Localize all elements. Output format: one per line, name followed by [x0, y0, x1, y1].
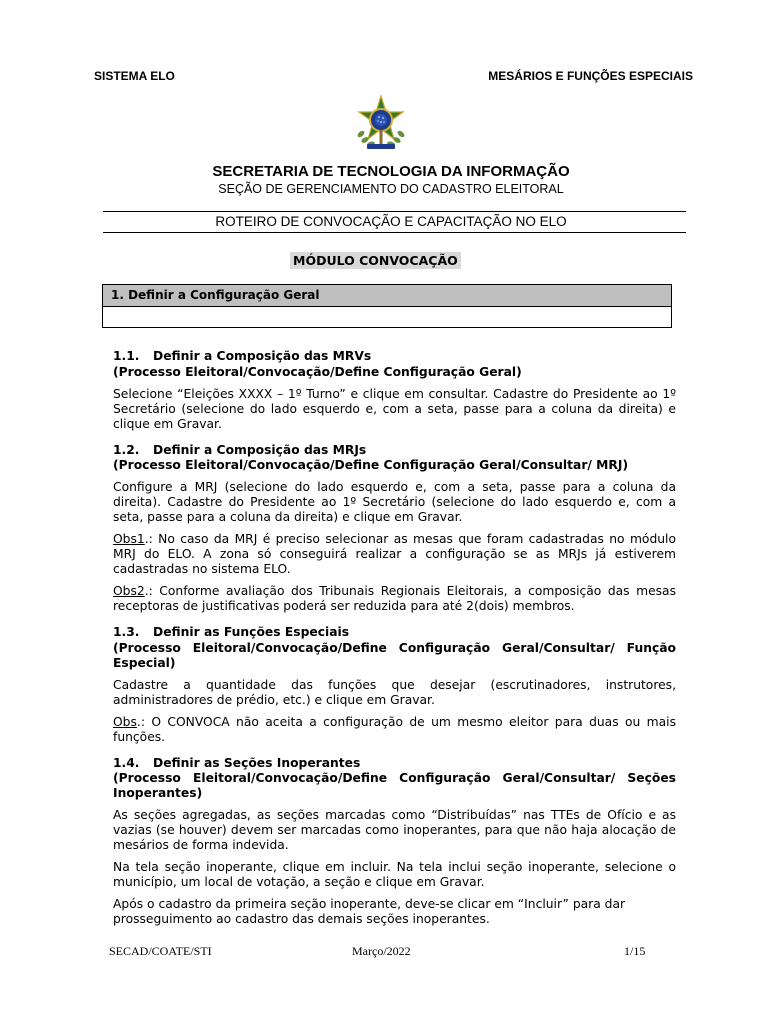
menu-path: (Processo Eleitoral/Convocação/Define Configuração Geral): [113, 364, 522, 379]
module-title: MÓDULO CONVOCAÇÃO: [290, 252, 461, 269]
section-title: Definir a Composição das MRJs: [153, 442, 367, 457]
menu-path: (Processo Eleitoral/Convocação/Define Configuração Geral/Consultar/ Seções Inoperantes): [113, 771, 676, 800]
note-text: .: Conforme avaliação dos Tribunais Regionais Eleitorais, a composição das mesas receptoras de justificativas poderá ser reduzida para até 2(dois) membros.: [113, 584, 676, 613]
note-label: Obs2: [113, 584, 145, 598]
note-text: .: No caso da MRJ é preciso selecionar as mesas que foram cadastradas no módulo MRJ do ELO. A zona só conseguirá realizar a configuração se as MRJs já estiverem cadastradas no sistema ELO.: [113, 532, 676, 576]
paragraph: Na tela seção inoperante, clique em incluir. Na tela inclui seção inoperante, selecione o município, um local de votação, a seção e clique em Gravar.: [113, 860, 676, 889]
section-number: 1.1.: [113, 349, 140, 363]
section-heading: [113, 625, 676, 641]
section-title: Definir a Composição das MRVs: [153, 349, 372, 363]
paragraph: As seções agregadas, as seções marcadas como “Distribuídas” nas TTEs de Ofício e as vazias (se houver) devem ser marcadas como inoperantes, para que não haja alocação de mesários de forma indevida.: [113, 808, 676, 852]
menu-path: (Processo Eleitoral/Convocação/Define Configuração Geral/Consultar/ MRJ): [113, 458, 629, 472]
paragraph: Selecione “Eleições XXXX – 1º Turno” e clique em consultar. Cadastre do Presidente ao 1º Secretário (selecione do lado esquerdo e, com a seta, passe para a coluna da direita) e clique em Gravar.: [113, 386, 676, 431]
section-title: Definir as Funções Especiais: [153, 625, 350, 639]
document-content: [113, 349, 676, 927]
header-left: SISTEMA ELO: [94, 69, 175, 83]
footer-page-number: 1/15: [624, 944, 646, 958]
paragraph: Após o cadastro da primeira seção inoperante, deve-se clicar em “Incluir” para dar prosseguimento ao cadastro das demais seções inoperantes.: [113, 897, 626, 926]
section-heading: [113, 443, 676, 459]
org-title: SECRETARIA DE TECNOLOGIA DA INFORMAÇÃO: [212, 163, 570, 180]
org-subtitle: SEÇÃO DE GERENCIAMENTO DO CADASTRO ELEITORAL: [218, 182, 564, 196]
footer-date: Março/2022: [352, 944, 411, 958]
paragraph: Configure a MRJ (selecione do lado esquerdo e, com a seta, passe para a coluna da direita). Cadastre do Presidente ao 1º Secretário (selecione do lado esquerdo e, com a seta, passe para a coluna da direita) e clique em Gravar.: [113, 480, 676, 524]
note-label: Obs: [113, 714, 137, 729]
document-title: ROTEIRO DE CONVOCAÇÃO E CAPACITAÇÃO NO ELO: [215, 214, 567, 229]
section-number: 1.2.: [113, 442, 140, 457]
note-paragraph: [113, 715, 676, 745]
footer-department: SECAD/COATE/STI: [109, 944, 212, 958]
note-paragraph: [113, 584, 676, 614]
section-heading: [113, 349, 676, 365]
section-title: Definir as Seções Inoperantes: [153, 755, 361, 770]
section-number: 1.3.: [113, 625, 140, 639]
note-text: .: O CONVOCA não aceita a configuração de um mesmo eleitor para duas ou mais funções.: [113, 714, 676, 744]
menu-path: (Processo Eleitoral/Convocação/Define Configuração Geral/Consultar/ Função Especial): [113, 640, 676, 670]
config-box: [102, 284, 672, 328]
coat-of-arms-icon: [353, 94, 409, 152]
section-heading: [113, 756, 676, 772]
config-box-body: [103, 307, 671, 327]
note-label: Obs1: [113, 532, 145, 546]
paragraph: Cadastre a quantidade das funções que desejar (escrutinadores, instrutores, administradores de prédio, etc.) e clique em Gravar.: [113, 677, 676, 707]
divider-top: [103, 211, 686, 212]
note-paragraph: [113, 532, 676, 577]
section-number: 1.4.: [113, 755, 140, 770]
divider-bottom: [103, 232, 686, 233]
config-box-heading: 1. Definir a Configuração Geral: [103, 285, 671, 307]
header-right: MESÁRIOS E FUNÇÕES ESPECIAIS: [488, 69, 693, 83]
